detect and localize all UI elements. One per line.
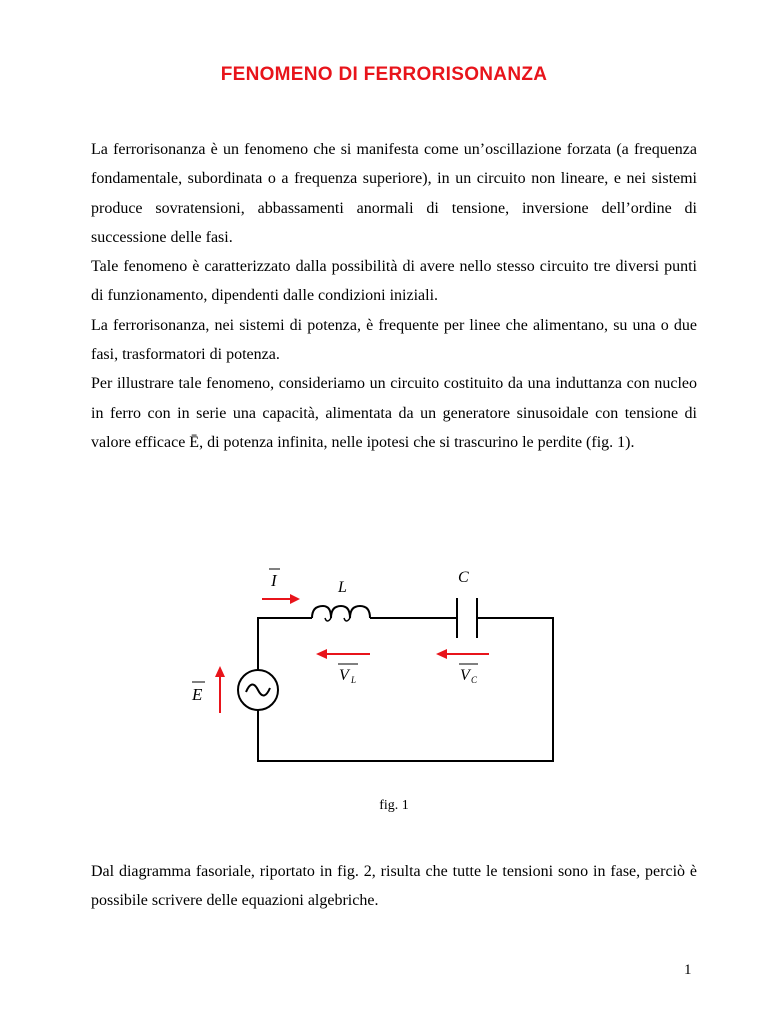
svg-text:I: I <box>271 571 277 590</box>
paragraph-2: Tale fenomeno è caratterizzato dalla possibilità di avere nello stesso circuito tre diversi punti di funzionamento, dipendenti dalle condizioni iniziali. <box>91 258 697 305</box>
label-capacitor: C <box>458 569 469 586</box>
figure-caption: fig. 1 <box>379 798 409 813</box>
page-number: 1 <box>684 962 692 978</box>
svg-text:V: V <box>460 667 470 684</box>
circuit-diagram <box>180 560 580 770</box>
page-title: FENOMENO DI FERRORISONANZA <box>220 64 548 85</box>
label-source <box>191 682 205 704</box>
label-voltage-capacitor <box>459 664 478 685</box>
label-voltage-inductor <box>338 664 358 685</box>
capacitor-voltage-arrow <box>436 649 489 659</box>
current-arrow <box>262 594 300 604</box>
paragraph-5: Dal diagramma fasoriale, riportato in fig. 2, risulta che tutte le tensioni sono in fase, perciò è possibile scrivere delle equazioni algebriche. <box>91 863 697 910</box>
label-current <box>269 569 280 590</box>
svg-text:L: L <box>351 675 357 685</box>
intro-text <box>91 135 697 457</box>
source-voltage-arrow <box>215 666 225 713</box>
wire-loop <box>258 618 553 761</box>
svg-text:V: V <box>339 667 349 684</box>
inductor-voltage-arrow <box>316 649 370 659</box>
paragraph-4: Per illustrare tale fenomeno, consideriamo un circuito costituito da una induttanza con nucleo in ferro con in serie una capacità, alimentata da un generatore sinusoidale con tensione di valore efficace Ē, di potenza infinita, nelle ipotesi che si trascurino le perdite (fig. 1). <box>91 375 697 451</box>
wire-top-left <box>258 618 312 670</box>
inductor-loops <box>325 618 350 621</box>
paragraph-1: La ferrorisonanza è un fenomeno che si manifesta come un’oscillazione forzata (a frequenza fondamentale, subordinata o a frequenza superiore), in un circuito non lineare, e nei sistemi produce sovratensioni, abbassamenti anormali di tensione, inversione dell’ordine di successione delle fasi. <box>91 141 697 246</box>
inductor-symbol <box>312 606 370 618</box>
label-inductor: L <box>338 579 347 596</box>
circuit-figure <box>180 560 580 770</box>
paragraph-3: La ferrorisonanza, nei sistemi di potenza, è frequente per linee che alimentano, su una o due fasi, trasformatori di potenza. <box>91 316 697 364</box>
after-figure-text <box>91 857 697 916</box>
svg-text:E: E <box>192 685 203 704</box>
circuit-wires <box>258 618 553 761</box>
svg-text:C: C <box>471 675 478 685</box>
